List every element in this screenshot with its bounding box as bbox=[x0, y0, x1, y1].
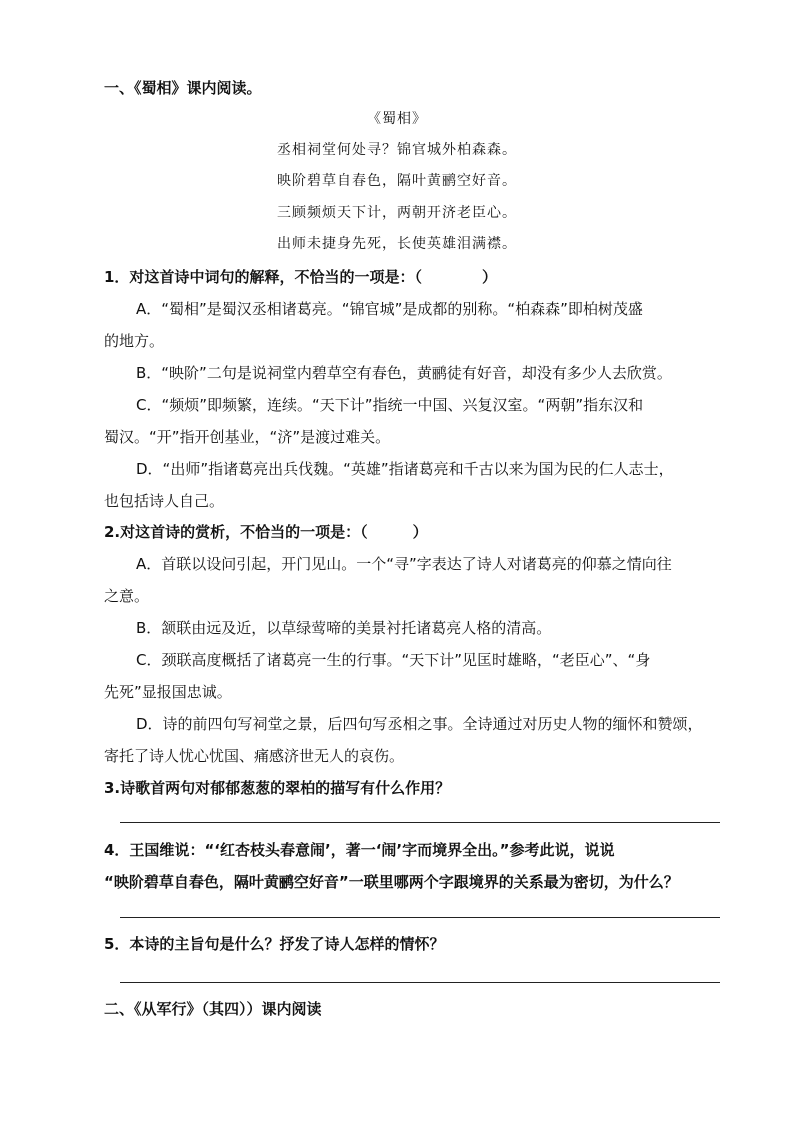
q1-option-a-line-1: A．“蜀相”是蜀汉丞相诸葛亮。“锦官城”是成都的别称。“柏森森”即柏树茂盛 bbox=[136, 300, 643, 318]
q3-answer-line[interactable] bbox=[120, 822, 720, 823]
question-3-stem: 3.诗歌首两句对郁郁葱葱的翠柏的描写有什么作用？ bbox=[104, 779, 451, 797]
q2-option-b: B．颔联由远及近，以草绿莺啼的美景衬托诸葛亮人格的清高。 bbox=[136, 619, 552, 637]
poem-line-1: 丞相祠堂何处寻？锦官城外柏森森。 bbox=[277, 142, 517, 158]
q2-option-a-line-2: 之意。 bbox=[104, 587, 150, 605]
poem-line-4: 出师未捷身先死，长使英雄泪满襟。 bbox=[277, 236, 517, 252]
question-1-stem: 1．对这首诗中词句的解释，不恰当的一项是：（ ） bbox=[104, 268, 497, 286]
q2-option-c-line-2: 先死”显报国忠诚。 bbox=[104, 683, 232, 701]
section-2-title: 二、《从军行》（其四））课内阅读 bbox=[104, 1000, 322, 1018]
q1-option-c-line-2: 蜀汉。“开”指开创基业，“济”是渡过难关。 bbox=[104, 428, 391, 446]
q1-option-a-line-2: 的地方。 bbox=[104, 332, 165, 350]
q1-option-b: B．“映阶”二句是说祠堂内碧草空有春色，黄鹂徒有好音，却没有多少人去欣赏。 bbox=[136, 364, 672, 382]
poem-line-3: 三顾频烦天下计，两朝开济老臣心。 bbox=[277, 205, 517, 221]
question-4-line-2: “映阶碧草自春色，隔叶黄鹂空好音”一联里哪两个字跟境界的关系最为密切，为什么？ bbox=[104, 873, 679, 891]
q2-option-c-line-1: C．颈联高度概括了诸葛亮一生的行事。“天下计”见匡时雄略，“老臣心”、“身 bbox=[136, 651, 651, 669]
question-5-stem: 5．本诗的主旨句是什么？抒发了诗人怎样的情怀？ bbox=[104, 935, 445, 953]
q2-option-d-line-1: D．诗的前四句写祠堂之景，后四句写丞相之事。全诗通过对历史人物的缅怀和赞颂， bbox=[136, 715, 703, 733]
q4-answer-line[interactable] bbox=[120, 917, 720, 918]
question-2-stem: 2.对这首诗的赏析，不恰当的一项是：（ ） bbox=[104, 523, 428, 541]
question-4-line-1: 4．王国维说：“‘红杏枝头春意闹’，著一‘闹’字而境界全出。”参考此说，说说 bbox=[104, 841, 615, 859]
q1-option-c-line-1: C．“频烦”即频繁，连续。“天下计”指统一中国、兴复汉室。“两朝”指东汉和 bbox=[136, 396, 644, 414]
q2-option-d-line-2: 寄托了诗人忧心忧国、痛感济世无人的哀伤。 bbox=[104, 747, 405, 765]
q1-option-d-line-2: 也包括诗人自己。 bbox=[104, 492, 225, 510]
poem-title: 《蜀相》 bbox=[367, 111, 427, 127]
section-1-title: 一、《蜀相》课内阅读。 bbox=[104, 79, 262, 97]
poem-line-2: 映阶碧草自春色，隔叶黄鹂空好音。 bbox=[277, 173, 517, 189]
q5-answer-line[interactable] bbox=[120, 982, 720, 983]
q2-option-a-line-1: A．首联以设问引起，开门见山。一个“寻”字表达了诗人对诸葛亮的仰慕之情向往 bbox=[136, 555, 672, 573]
q1-option-d-line-1: D．“出师”指诸葛亮出兵伐魏。“英雄”指诸葛亮和千古以来为国为民的仁人志士， bbox=[136, 460, 674, 478]
